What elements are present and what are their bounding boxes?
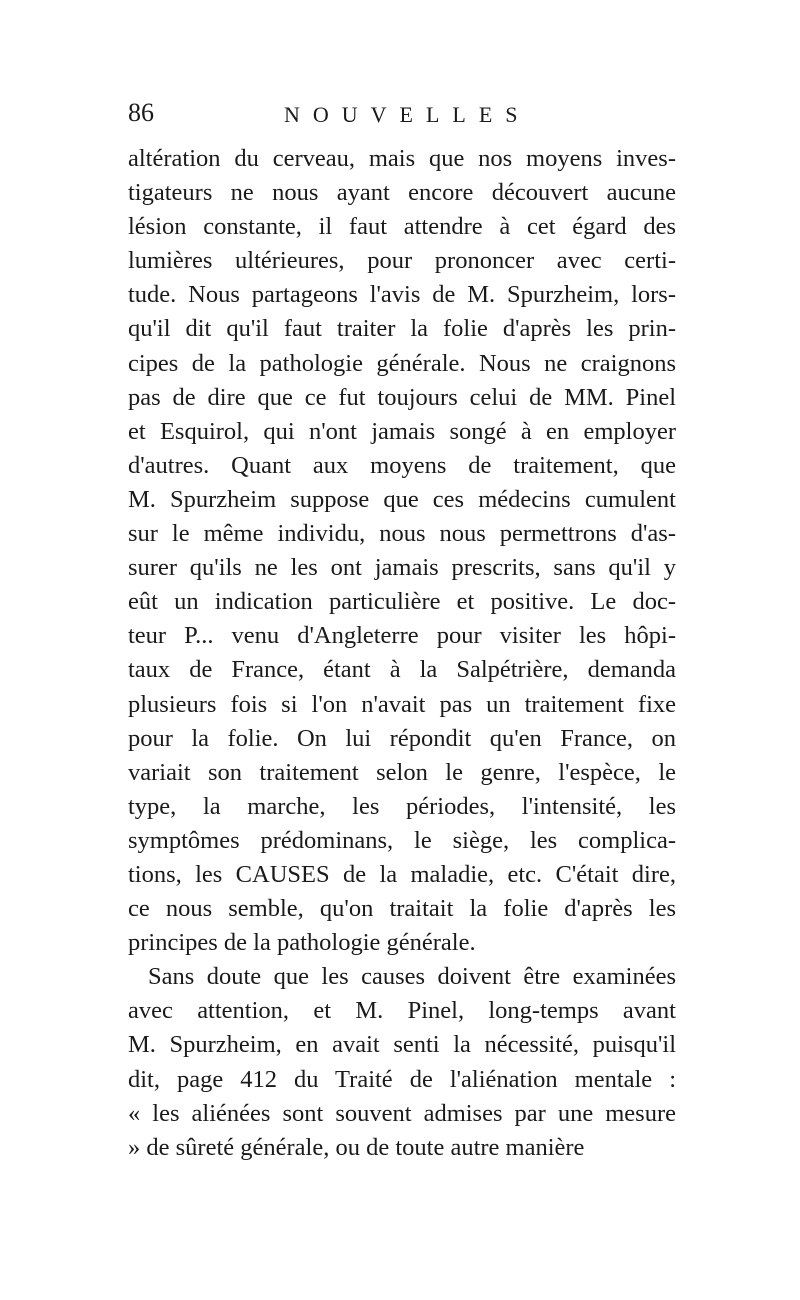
- text-line: Sans doute que les causes doivent être examinées: [148, 963, 676, 991]
- text-line: dit, page 412 du Traité de l'aliénation mentale :: [128, 1065, 676, 1093]
- text-line: qu'il dit qu'il faut traiter la folie d'après les prin-: [128, 315, 676, 343]
- text-line: » de sûreté générale, ou de toute autre manière: [128, 1133, 585, 1161]
- text-line: et Esquirol, qui n'ont jamais songé à en employer: [128, 417, 676, 445]
- text-line: principes de la pathologie générale.: [128, 929, 476, 957]
- text-line: tigateurs ne nous ayant encore découvert aucune: [128, 179, 676, 207]
- text-line: type, la marche, les périodes, l'intensité, les: [128, 792, 676, 820]
- text-line: cipes de la pathologie générale. Nous ne craignons: [128, 349, 676, 377]
- text-line: variait son traitement selon le genre, l'espèce, le: [128, 758, 676, 786]
- running-title: NOUVELLES: [284, 102, 531, 127]
- body-text: [128, 142, 676, 1165]
- text-line: avec attention, et M. Pinel, long-temps avant: [128, 997, 676, 1025]
- text-line: « les aliénées sont souvent admises par une mesure: [128, 1099, 676, 1127]
- page-header: [128, 98, 688, 138]
- text-line: tions, les CAUSES de la maladie, etc. C'était dire,: [128, 860, 676, 888]
- text-line: M. Spurzheim suppose que ces médecins cumulent: [128, 485, 676, 513]
- text-line: sur le même individu, nous nous permettrons d'as-: [128, 520, 676, 548]
- text-line: taux de France, étant à la Salpétrière, demanda: [128, 656, 676, 684]
- text-line: eût un indication particulière et positive. Le doc-: [128, 588, 676, 616]
- text-line: ce nous semble, qu'on traitait la folie d'après les: [128, 895, 676, 923]
- text-line: surer qu'ils ne les ont jamais prescrits, sans qu'il y: [128, 554, 676, 582]
- text-line: plusieurs fois si l'on n'avait pas un traitement fixe: [128, 690, 676, 718]
- text-line: symptômes prédominans, le siège, les complica-: [128, 826, 676, 854]
- text-line: pas de dire que ce fut toujours celui de MM. Pinel: [128, 383, 676, 411]
- text-line: lumières ultérieures, pour prononcer avec certi-: [128, 247, 676, 275]
- page-number: 86: [128, 98, 154, 127]
- text-line: lésion constante, il faut attendre à cet égard des: [128, 213, 676, 241]
- text-line: pour la folie. On lui répondit qu'en France, on: [128, 724, 676, 752]
- text-line: d'autres. Quant aux moyens de traitement, que: [128, 451, 676, 479]
- text-line: M. Spurzheim, en avait senti la nécessité, puisqu'il: [128, 1031, 676, 1059]
- text-line: teur P... venu d'Angleterre pour visiter les hôpi-: [128, 622, 676, 650]
- text-line: tude. Nous partageons l'avis de M. Spurzheim, lors-: [128, 281, 676, 309]
- text-line: altération du cerveau, mais que nos moyens inves-: [128, 145, 676, 172]
